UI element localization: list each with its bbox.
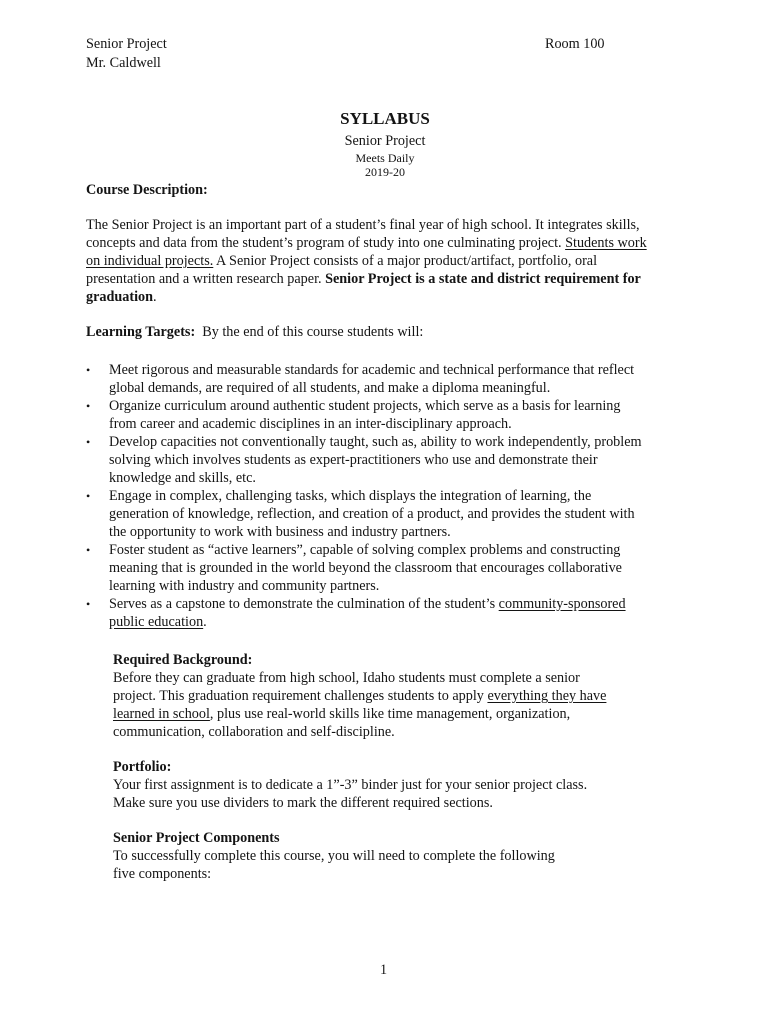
learning-target-line: Meet rigorous and measurable standards for academic and technical performance that reflect: [109, 362, 635, 378]
page-number: 1: [380, 962, 388, 978]
school-year: 2019-20: [365, 165, 405, 179]
bullet-icon: •: [86, 363, 91, 377]
text-run: .: [153, 289, 157, 305]
text-run: The Senior Project is an important part of a student’s final year of high school. It integrates skills,: [86, 217, 640, 233]
underlined-text: everything they have: [487, 688, 607, 704]
text-run: presentation and a written research paper.: [86, 271, 326, 287]
header-teacher: Mr. Caldwell: [86, 55, 161, 71]
bullet-icon: •: [86, 489, 91, 503]
bold-text: Senior Project is a state and district requirement for: [325, 271, 641, 287]
bullet-icon: •: [86, 543, 91, 557]
portfolio-line: Make sure you use dividers to mark the different required sections.: [113, 795, 493, 811]
learning-target-item: [86, 361, 686, 397]
bold-text: graduation: [86, 289, 154, 305]
text-run: A Senior Project consists of a major product/artifact, portfolio, oral: [213, 253, 598, 269]
course-description-line: [86, 234, 696, 252]
components-heading: Senior Project Components: [113, 830, 280, 846]
course-description-line: [86, 270, 696, 288]
learning-target-line: global demands, are required of all students, and make a diploma meaningful.: [109, 380, 551, 396]
text-run: concepts and data from the student’s program of study into one culminating project.: [86, 235, 566, 251]
learning-target-item: [86, 397, 686, 433]
portfolio-section: [113, 758, 673, 812]
meeting-schedule: Meets Daily: [355, 151, 415, 165]
learning-target-line: Foster student as “active learners”, capable of solving complex problems and constructing: [109, 542, 621, 558]
learning-targets-heading: Learning Targets:: [86, 324, 196, 340]
components-section: [113, 829, 673, 883]
learning-targets-list: [86, 361, 686, 631]
learning-target-item: [86, 595, 686, 631]
text-run: By the end of this course students will:: [195, 324, 424, 340]
course-description-heading: Course Description:: [86, 182, 208, 198]
portfolio-heading: Portfolio:: [113, 759, 172, 775]
bullet-icon: •: [86, 399, 91, 413]
page-title: SYLLABUS: [340, 109, 430, 128]
learning-target-line: meaning that is grounded in the world beyond the classroom that encourages collaborative: [109, 560, 622, 576]
page-subtitle: Senior Project: [344, 133, 426, 149]
learning-target-line: Organize curriculum around authentic student projects, which serve as a basis for learning: [109, 398, 621, 414]
required-background-section: [113, 651, 673, 741]
text-run: , plus use real-world skills like time management, organization,: [209, 706, 571, 722]
underlined-text: Students work: [565, 235, 647, 251]
learning-target-line: the opportunity to work with business and industry partners.: [109, 524, 451, 540]
learning-target-item: [86, 541, 686, 595]
required-background-line: Before they can graduate from high school, Idaho students must complete a senior: [113, 670, 580, 686]
components-line: To successfully complete this course, you will need to complete the following: [113, 848, 555, 864]
underlined-text: learned in school: [113, 706, 210, 722]
course-description-line: [86, 288, 696, 306]
underlined-text: on individual projects.: [86, 253, 214, 269]
learning-target-line: learning with industry and community partners.: [109, 578, 380, 594]
required-background-heading: Required Background:: [113, 652, 253, 668]
learning-target-line: generation of knowledge, reflection, and creation of a product, and provides the student with: [109, 506, 635, 522]
text-run: project. This graduation requirement challenges students to apply: [113, 688, 488, 704]
bullet-icon: •: [86, 597, 91, 611]
underlined-text: public education: [109, 614, 204, 630]
learning-target-item: [86, 487, 686, 541]
text-run: .: [203, 614, 207, 630]
text-run: Serves as a capstone to demonstrate the culmination of the student’s: [109, 596, 499, 612]
header-room: Room 100: [545, 36, 605, 52]
learning-target-line: solving which involves students as expert-practitioners who use and demonstrate their: [109, 452, 598, 468]
learning-target-line: Engage in complex, challenging tasks, which displays the integration of learning, the: [109, 488, 592, 504]
bullet-icon: •: [86, 435, 91, 449]
course-description-line: [86, 252, 696, 270]
learning-target-line: knowledge and skills, etc.: [109, 470, 256, 486]
header-course: Senior Project: [86, 36, 167, 52]
learning-target-item: [86, 433, 686, 487]
learning-target-line: Develop capacities not conventionally taught, such as, ability to work independently, problem: [109, 434, 642, 450]
portfolio-line: Your first assignment is to dedicate a 1”-3” binder just for your senior project class.: [113, 777, 588, 793]
required-background-line: [113, 687, 673, 705]
required-background-line: communication, collaboration and self-discipline.: [113, 724, 395, 740]
underlined-text: community-sponsored: [498, 596, 626, 612]
components-line: five components:: [113, 866, 212, 882]
learning-target-line: [109, 595, 686, 613]
learning-target-line: [109, 613, 686, 631]
required-background-line: [113, 705, 673, 723]
course-description-line: [86, 216, 696, 234]
learning-target-line: from career and academic disciplines in an inter-disciplinary approach.: [109, 416, 512, 432]
learning-targets-intro: [86, 323, 423, 341]
course-description-body: [86, 216, 696, 306]
